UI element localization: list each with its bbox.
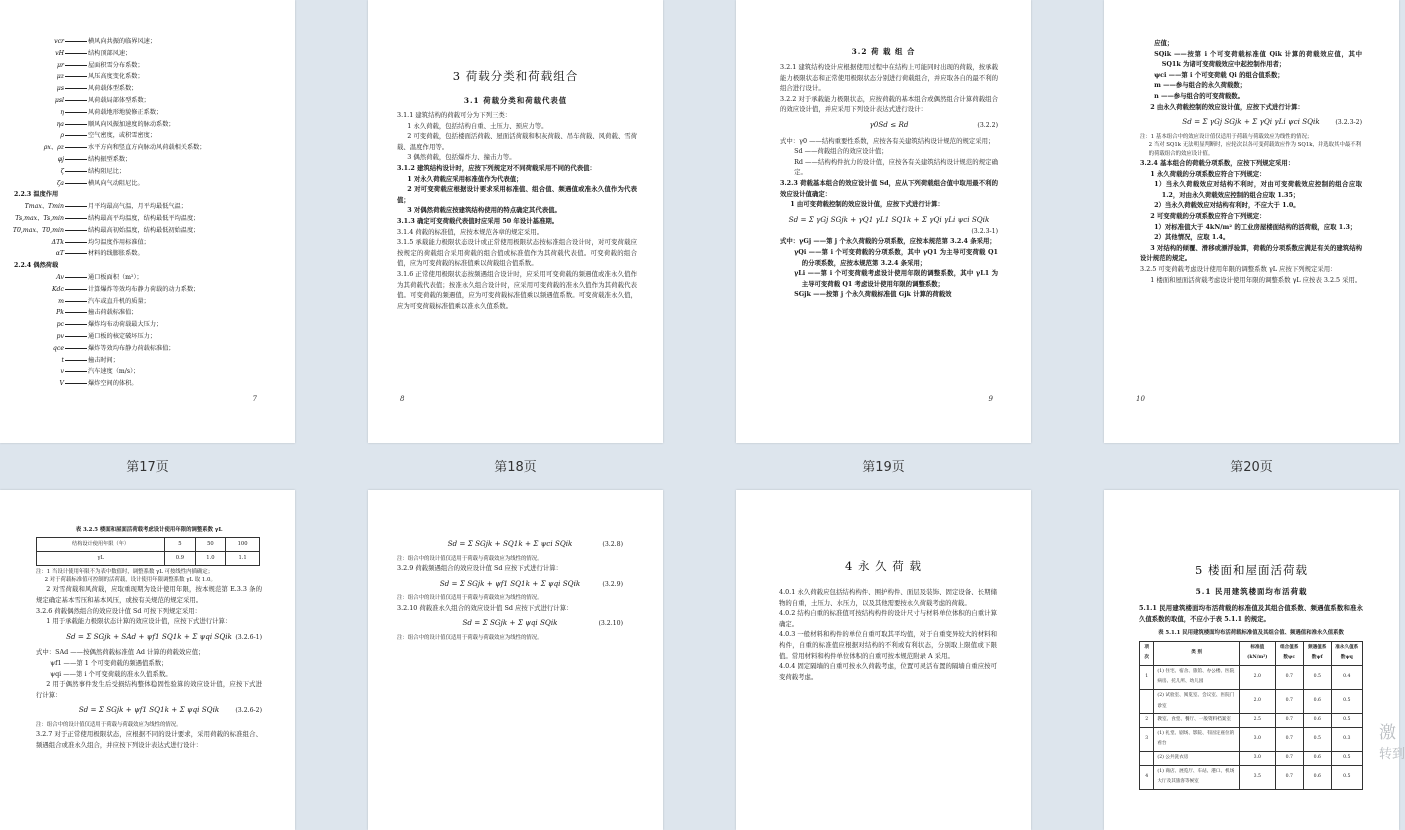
chapter-title: 3 荷载分类和荷载组合 [452,69,579,83]
formula-3-2-8: Sd = Σ SGjk + SQ1k + Σ ψci SQik (3.2.8) [447,539,623,548]
table-row: 结构设计使用年限（年） 5 50 100 [37,538,260,552]
paragraph: 3.1.5 承载能力极限状态设计或正常使用极限状态按标准组合设计时，对可变荷载应按规定的荷载组合采用荷载的组合值或标准值作为其荷载代表值。可变荷载的组合值，应为可变荷载的标准值乘以荷载组合值系数。 [397,238,637,268]
paragraph: Sd ——荷载组合的效应设计值； [794,147,888,156]
symbol-row: φj 结构振型系数； [57,155,132,163]
live-load-table [1139,641,1363,790]
paragraph: n ——参与组合的可变荷载数。 [1154,91,1245,100]
paragraph: 2 对雪荷载和风荷载，应取重现期为设计使用年限，按本规范第 E.3.3 条的规定确定基本雪压和基本风压，或按有关规范的规定采用。 [36,585,262,604]
paragraph: 1 楼面和屋面活荷载考虑设计使用年限的调整系数 γL 应按表 3.2.5 采用。 [1150,275,1362,284]
formula-3-2-2: γ0Sd ≤ Rd (3.2.2) [869,119,998,129]
symbol-list [0,36,206,390]
paragraph: 3.2.1 建筑结构设计应根据使用过程中在结构上可能同时出现的荷载，按承载能力极限状态和正常使用极限状态分别进行荷载组合，并应取各自的最不利的组合进行设计。 [780,63,998,93]
paragraph: 3.2.5 可变荷载考虑设计使用年限的调整系数 γL 应按下列规定采用： [1140,264,1337,273]
page-body [397,110,637,311]
table-title: 表 3.2.5 楼面和屋面活荷载考虑设计使用年限的调整系数 γL [75,527,223,533]
symbol-row: pc 爆炸均布动荷载最大压力； [56,321,163,329]
symbol-row: m 汽车或直升机的质量； [58,297,150,305]
page-body [780,62,998,300]
clause-3-2-10: 3.2.10 荷载准永久组合的效应设计值 Sd 应按下式进行计算： [397,603,573,612]
paragraph: 4.0.3 一般材料和构件的单位自重可取其平均值，对于自重变异较大的材料和构件，自重的标准值应根据对结构的不利或有利状态，分别取上限值或下限值。常用材料和构件单位体积的自重可按本规范附录 A 采用。 [779,630,997,660]
section-heading: 2.2.3 温度作用 [14,191,59,199]
symbol-row: Kdc 计算爆炸等效均布静力荷载的动力系数； [51,285,200,293]
paragraph: SGjk ——按第 j 个永久荷载标准值 Gjk 计算的荷载效 [794,290,952,299]
page-thumbnail-21[interactable] [0,490,295,830]
table-row: 1 (1) 住宅、宿舍、旅馆、办公楼、医院病房、托儿所、幼儿园 2.0 0.7 0.5 0.4 [1140,665,1363,689]
paragraph: γLi ——第 i 个可变荷载考虑设计使用年限的调整系数，其中 γL1 为主导可变荷载 Q1 考虑设计使用年限的调整系数； [794,269,998,288]
table-row: 3 (1) 礼堂、剧场、影院、有固定座位的看台 3.0 0.7 0.5 0.3 [1140,727,1363,751]
symbol-row: ζa 横风向气动阻尼比。 [56,179,144,187]
page-body [397,534,623,642]
paragraph: 式中：γGj ——第 j 个永久荷载的分项系数，应按本规范第 3.2.4 条采用； [780,237,996,246]
paragraph: 4.0.4 固定隔墙的自重可按永久荷载考虑，位置可灵活布置的隔墙自重应按可变荷载考虑。 [779,662,997,681]
paragraph: 2）其他情况，应取 1.4。 [1154,233,1230,242]
page-label-19[interactable]: 第19页 [862,460,905,475]
symbol-row: ζ 结构阻尼比； [60,167,126,175]
symbol-row: qce 爆炸等效均布静力荷载标准值； [52,344,175,352]
paragraph: 3.1.2 建筑结构设计时，应按下列规定对不同荷载采用不同的代表值： [397,163,596,172]
note: 注：组合中的设计值仅适用于荷载与荷载效应为线性的情况。 [36,721,182,728]
paragraph: 3 偶然荷载，包括爆炸力、撞击力等。 [407,153,516,162]
chapter-title: 4 永 久 荷 载 [845,559,922,573]
clause-3-2-9: 3.2.9 荷载频遇组合的效应设计值 Sd 应按下式进行计算： [397,564,563,572]
paragraph: 3.2.7 对于正常使用极限状态，应根据不同的设计要求，采用荷载的标准组合、频遇组合或准永久组合，并应按下列设计表达式进行设计： [36,730,262,749]
page-number: 8 [400,395,405,403]
note: 注：组合中的设计值仅适用于荷载与荷载效应为线性的情况。 [397,555,543,562]
symbol-row: V 爆炸空间的体积。 [59,380,138,388]
symbol-row: vH 结构顶部风速； [55,49,132,57]
symbol-row: μs 风荷载体型系数； [56,85,138,93]
page-thumbnail-24[interactable] [1104,490,1399,830]
paragraph: Rd ——结构构件抗力的设计值，应按各有关建筑结构设计规范的规定确定。 [794,157,998,177]
paragraph: 3.2.6 荷载偶然组合的效应设计值 Sd 可按下列规定采用： [36,606,202,615]
page-thumbnail-23[interactable] [736,490,1031,830]
paragraph: 应值； [1154,39,1174,47]
paragraph: 1 对永久荷载应采用标准值作为代表值； [407,174,523,183]
page-body [1139,603,1363,790]
formula-3-2-9: Sd = Σ SGjk + ψf1 SQ1k + Σ ψqi SQik (3.2.9) [439,578,623,588]
note: 注：1 当设计使用年限不为表中数值时，调整系数 γL 可按线性内插确定； [36,568,214,575]
paragraph: 3 对偶然荷载应按建筑结构使用的特点确定其代表值。 [407,206,561,215]
paragraph: 4.0.1 永久荷载应包括结构构件、围护构件、面层及装饰、固定设备、长期储物的自重，土压力、水压力，以及其他需要按永久荷载考虑的荷载。 [779,588,997,607]
symbol-row: T0,max、T0,min 结构最高初始温度，结构最低初始温度； [12,226,200,234]
paragraph: 3.2.4 基本组合的荷载分项系数，应按下列规定采用： [1140,158,1295,167]
note: 2 对于荷载标准值可控制的活荷载，设计使用年限调整系数 γL 取 1.0。 [44,577,216,583]
symbol-row: μr 屋面积雪分布系数； [57,61,144,69]
paragraph: 4.0.2 结构自重的标准值可按结构构件的设计尺寸与材料单位体积的自重计算确定。 [779,609,997,628]
page-body [779,587,997,682]
paragraph: m ——参与组合的永久荷载数； [1154,81,1247,90]
note: 2 当对 SQ1k 无法明显判断时，应轮次以各可变荷载效应作为 SQ1k，并选取其中最不利的荷载组合的效应设计值。 [1148,142,1362,157]
paragraph: 2 可变荷载的分项系数应符合下列规定： [1150,211,1266,220]
section-title: 3.2 荷 载 组 合 [851,47,916,56]
note: 注：组合中的设计值仅适用于荷载与荷载效应为线性的情况。 [397,634,543,641]
page-thumbnail-22[interactable] [368,490,663,830]
note: 注：组合中的设计值仅适用于荷载与荷载效应为线性的情况。 [397,595,543,602]
paragraph: 1）当永久荷载效应对结构不利时，对由可变荷载效应控制的组合应取 1.2，对由永久荷载效应控制的组合应取 1.35； [1154,180,1362,199]
page-number: 9 [988,395,993,403]
table-row: (2) 公共洗衣房 3.0 0.7 0.6 0.5 [1140,751,1363,765]
section-title: 3.1 荷载分类和荷载代表值 [463,96,568,105]
symbol-row: Tmax、Tmin 月平均最高气温，月平均最低气温； [24,203,187,211]
symbol-row: v 汽车速度（m/s）； [60,368,140,376]
page-number: 10 [1136,395,1145,403]
page-label-17[interactable]: 第17页 [126,460,169,475]
page-thumbnail-18[interactable] [368,0,663,443]
page-thumbnail-17[interactable] [0,0,295,443]
paragraph: 1 用于承载能力极限状态计算的效应设计值，应按下式进行计算： [46,617,232,626]
chapter-title: 5 楼面和屋面活荷载 [1195,563,1308,577]
symbol-row: vcr 横风向共振的临界风速； [54,38,157,45]
watermark: 激 转到 [1378,723,1405,762]
formula-3-2-6-1: Sd = Σ SGjk + SAd + ψf1 SQ1k + Σ ψqi SQik (3.2.6-1) [66,631,262,641]
page-body [1140,38,1362,285]
symbol-row: μsl 风荷载局部体型系数； [54,96,150,104]
paragraph: ψci ——第 i 个可变荷载 Qi 的组合值系数； [1154,70,1284,79]
symbol-row: Av 通口板面积（m²）； [56,273,143,281]
adjustment-factor-table [36,537,260,565]
paragraph: SQik ——按第 i 个可变荷载标准值 Qik 计算的荷载效应值，其中 SQ1k 为诸可变荷载效应中起控制作用者； [1154,49,1362,69]
paragraph: 3.2.3 荷载基本组合的效应设计值 Sd，应从下列荷载组合值中取用最不利的效应设计值确定： [780,178,998,198]
symbol-row: η 风荷载地形地貌修正系数； [60,108,163,116]
paragraph: 3.1.1 建筑结构的荷载可分为下列三类： [397,111,512,119]
section-title: 5.1 民用建筑楼面均布活荷载 [1195,587,1308,596]
paragraph: 3.1.6 正常使用极限状态按频遇组合设计时，应采用可变荷载的频遇值或准永久值作为其荷载代表值；按准永久组合设计时，应采用可变荷载的准永久值作为其荷载代表值。可变荷载的频遇值，应为可变荷载标准值乘以频遇值系数。可变荷载准永久值，应为可变荷载标准值乘以准永久值系数。 [397,269,637,310]
page-thumbnail-20[interactable] [1104,0,1399,443]
paragraph: 3.1.4 荷载的标准值，应按本规范各章的规定采用。 [397,227,544,236]
formula-3-2-6-2: Sd = Σ SGjk + ψf1 SQ1k + Σ ψqi SQik (3.2.6-2) [78,705,262,715]
clause-5-1-1: 5.1.1 民用建筑楼面均布活荷载的标准值及其组合值系数、频遇值系数和准永久值系数的取值，不应小于表 5.1.1 的规定。 [1139,604,1363,623]
symbol-row: t 撞击时间； [61,356,119,364]
symbol-row: ρx、ρz 水平方向和竖直方向脉动风荷载相关系数； [43,144,206,152]
page-label-20[interactable]: 第20页 [1230,460,1273,475]
paragraph: 1 永久荷载，包括结构自重、土压力、预应力等。 [407,121,548,130]
paragraph: 3.2.2 对于承载能力极限状态，应按荷载的基本组合或偶然组合计算荷载组合的效应设计值，并应采用下列设计表达式进行设计： [780,94,998,114]
paragraph: 2 对可变荷载应根据设计要求采用标准值、组合值、频遇值或准永久值作为代表值； [397,185,637,204]
paragraph: 1 永久荷载的分项系数应符合下列规定： [1150,169,1266,178]
paragraph: 2 用于偶然事件发生后受损结构整体稳固性验算的效应设计值，应按下式进行计算： [36,680,262,699]
note: 注：1 基本组合中的效应设计值仅适用于荷载与荷载效应为线性的情况； [1140,133,1313,140]
formula-3-2-3-2: Sd = Σ γGj SGjk + Σ γQi γLi ψci SQik (3.2.3-2) [1182,117,1362,127]
paragraph: 2 可变荷载，包括楼面活荷载、屋面活荷载和积灰荷载、吊车荷载、风荷载、雪荷载、温度作用等。 [397,132,638,151]
table-row: γL 0.9 1.0 1.1 [37,552,260,566]
table-row: 2 教室、食堂、餐厅、一般资料档案室 2.5 0.7 0.6 0.5 [1140,714,1363,728]
symbol-row: pv 通口板的核定破坏压力； [56,332,157,340]
page-label-18[interactable]: 第18页 [494,460,537,475]
paragraph: 1）对标准值大于 4kN/m² 的工业房屋楼面结构的活荷载，应取 1.3； [1154,222,1357,231]
paragraph: 3.1.3 确定可变荷载代表值时应采用 50 年设计基准期。 [397,216,559,225]
table-header: 项次 类 别 标准值(kN/m²) 组合值系数ψc 频遇值系数ψf 准永久值系数ψq [1140,641,1363,665]
paragraph: 2 由永久荷载控制的效应设计值，应按下式进行计算： [1150,102,1304,111]
table-title: 表 5.1.1 民用建筑楼面均布活荷载标准值及其组合值、频遇值和准永久值系数 [1158,630,1344,637]
symbol-row: μz 风压高度变化系数； [56,73,144,81]
table-row: 4 (1) 商店、展览厅、车站、港口、机场大厅及其旅客等候室 3.5 0.7 0.6 0.5 [1140,765,1363,789]
symbol-row: ηa 顺风向风振加速度的脉动系数； [56,120,175,128]
paragraph: 1 由可变荷载控制的效应设计值，应按下式进行计算： [790,200,944,209]
symbol-row: αT 材料的线膨胀系数。 [55,250,144,258]
paragraph: 式中：SAd ——按偶然荷载标准值 Ad 计算的荷载效应值； [36,648,205,657]
section-heading: 2.2.4 偶然荷载 [14,262,59,270]
table-row: (2) 试验室、阅览室、会议室、医院门诊室 2.0 0.7 0.6 0.5 [1140,689,1363,713]
symbol-row: ρ 空气密度，或积雪密度； [60,132,157,140]
paragraph: γQi ——第 i 个可变荷载的分项系数，其中 γQ1 为主导可变荷载 Q1 的分项系数，应按本规范第 3.2.4 条采用； [794,247,998,267]
symbol-row: Pk 撞击荷载标准值； [56,309,138,317]
paragraph: 3 对结构的倾覆、滑移或漂浮验算，荷载的分项系数应满足有关的建筑结构设计规范的规定。 [1140,243,1362,263]
paragraph: ψqi ——第 i 个可变荷载的准永久值系数。 [50,669,172,678]
formula-3-2-3-1: Sd = Σ γGj SGjk + γQ1 γL1 SQ1k + Σ γQi γLi ψci SQik (3.2.3-1) [788,214,998,235]
symbol-row: Ts,max、Ts,min 结构最高平均温度，结构最低平均温度； [15,214,200,222]
page-thumbnail-19[interactable] [736,0,1031,443]
symbol-row: ΔTk 均匀温度作用标准值； [51,238,150,246]
formula-3-2-10: Sd = Σ SGjk + Σ ψqi SQik (3.2.10) [462,618,623,628]
paragraph: ψf1 ——第 1 个可变荷载的频遇值系数； [50,658,168,667]
paragraph: 式中：γ0 ——结构重要性系数，应按各有关建筑结构设计规范的规定采用； [780,136,995,145]
page-number: 7 [252,395,257,403]
paragraph: 2）当永久荷载效应对结构有利时，不应大于 1.0。 [1154,201,1300,210]
page-body [36,526,262,751]
